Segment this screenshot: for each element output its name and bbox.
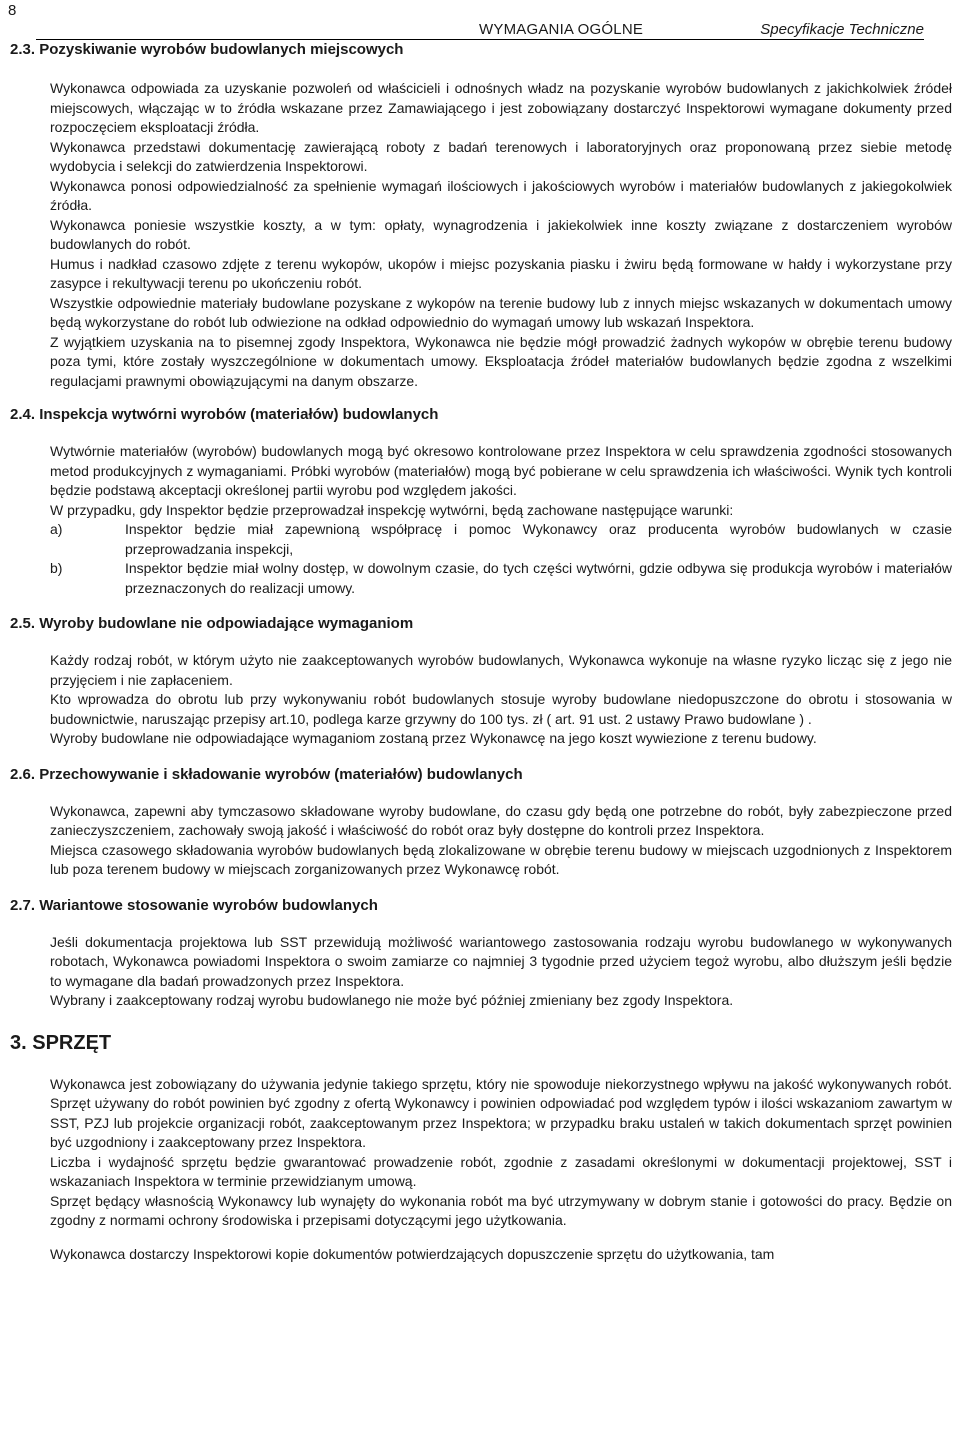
paragraph: Wytwórnie materiałów (wyrobów) budowlanych mogą być okresowo kontrolowane przez Inspektora w celu sprawdzenia zgodności stosowanych metod produkcyjnych z wymaganiami. Próbki wyrobów (materiałów) mogą być pobierane w celu sprawdzenia ich właściwości. Wynik tych kontroli będzie podstawą akceptacji określonej partii wyrobu pod względem jakości. <box>50 443 952 498</box>
section-number: 2.6. <box>10 765 36 783</box>
paragraph: Wykonawca dostarczy Inspektorowi kopie dokumentów potwierdzających dopuszczenie sprzętu do użytkowania, tam <box>50 1245 775 1262</box>
chapter-3-heading <box>10 1031 952 1055</box>
section-title: Pozyskiwanie wyrobów budowlanych miejscowych <box>39 41 404 58</box>
section-2-7-heading <box>10 896 952 915</box>
section-title: Przechowywanie i składowanie wyrobów (materiałów) budowlanych <box>39 765 523 783</box>
paragraph: Wykonawca jest zobowiązany do używania jedynie takiego sprzętu, który nie spowoduje niekorzystnego wpływu na jakość wykonywanych robót. Sprzęt używany do robót powinien być zgodny z ofertą Wykonawcy i powinien odpowiadać pod względem typów i ilości wskazaniom zawartym w SST, PZJ lub projekcie organizacji robót, zaakceptowanym przez Inspektora; w przypadku braku ustaleń w takich dokumentach sprzęt powinien być uzgodniony i zaakceptowany przez Inspektora. <box>50 1075 952 1150</box>
paragraph: Jeśli dokumentacja projektowa lub SST przewidują możliwość wariantowego zastosowania rodzaju wyrobu budowlanego w wykonywanych robotach, Wykonawca powiadomi Inspektora o swoim zamiarze co najmniej 3 tygodnie przed użyciem tegoż wyrobu, albo dłuższym jeśli będzie to wymagane dla badań prowadzonych przez Inspektora. <box>50 933 952 989</box>
section-title: Wariantowe stosowanie wyrobów budowlanych <box>39 896 378 914</box>
section-title: Wyroby budowlane nie odpowiadające wymaganiom <box>39 615 414 632</box>
chapter-3-body <box>50 1075 952 1265</box>
list-marker: b) <box>50 560 63 576</box>
document-body <box>10 40 952 1264</box>
paragraph: Kto wprowadza do obrotu lub przy wykonywaniu robót budowlanych stosuje wyroby budowlane niedopuszczone do obrotu i stosowania w budownictwie, naruszając przepisy art.10, podlega karze grzywny do 100 tys. zł ( art. 91 ust. 2 ustawy Prawo budowlane ) . <box>50 691 952 727</box>
paragraph: W przypadku, gdy Inspektor będzie przeprowadzał inspekcję wytwórni, będą zachowane następujące warunki: <box>50 501 734 518</box>
header-chapter-title: WYMAGANIA OGÓLNE <box>479 21 644 38</box>
section-2-3-heading <box>10 40 952 59</box>
paragraph: Każdy rodzaj robót, w którym użyto nie zaakceptowanych wyrobów budowlanych, Wykonawca wykonuje na własne ryzyko licząc się z jego nie przyjęciem i nie zapłaceniem. <box>50 652 952 688</box>
paragraph: Sprzęt będący własnością Wykonawcy lub wynajęty do wykonania robót ma być utrzymywany w dobrym stanie i gotowości do pracy. Będzie on zgodny z normami ochrony środowiska i przepisami dotyczącymi jego użytkowania. <box>50 1192 952 1228</box>
chapter-title: SPRZĘT <box>32 1031 112 1054</box>
section-2-5-body <box>50 651 952 749</box>
paragraph: Wybrany i zaakceptowany rodzaj wyrobu budowlanego nie może być później zmieniany bez zgody Inspektora. <box>50 992 734 1008</box>
section-title: Inspekcja wytwórni wyrobów (materiałów) budowlanych <box>39 406 439 423</box>
paragraph: Wykonawca odpowiada za uzyskanie pozwoleń od właścicieli i odnośnych władz na pozyskanie wyrobów budowlanych z jakichkolwiek źródeł miejscowych, włączając w to źródła wskazane przez Zamawiającego i jest zobowiązany dostarczyć Inspektorowi wymagane dokumenty przed rozpoczęciem eksploatacji źródła. <box>50 80 952 135</box>
section-2-4-heading <box>10 405 952 424</box>
paragraph: Miejsca czasowego składowania wyrobów budowlanych będą zlokalizowane w obrębie terenu budowy w miejscach uzgodnionych z Inspektorem lub poza terenem budowy w miejscach zorganizowanych przez Wykonawcę robót. <box>50 841 952 877</box>
list-item-text: Inspektor będzie miał zapewnioną współpracę i pomoc Wykonawcy oraz producenta wyrobów budowlanych w czasie przeprowadzania inspekcji, <box>125 521 952 557</box>
inspection-conditions-list <box>50 520 952 598</box>
chapter-number: 3. <box>10 1031 27 1054</box>
section-2-6-body <box>50 802 952 880</box>
paragraph: Wszystkie odpowiednie materiały budowlane pozyskane z wykopów na terenie budowy lub z innych miejsc wskazanych w dokumentach umowy będą wykorzystane do robót lub odwiezione na odkład odpowiednio do wymagań umowy lub wskazań Inspektora. <box>50 294 952 330</box>
section-2-7-body <box>50 933 952 1011</box>
paragraph: Liczba i wydajność sprzętu będzie gwarantować prowadzenie robót, zgodnie z zasadami określonymi w dokumentacji projektowej, SST i wskazaniach Inspektora w terminie przewidzianym umową. <box>50 1153 952 1189</box>
section-number: 2.3. <box>10 41 36 58</box>
section-number: 2.4. <box>10 406 36 423</box>
header-document-title: Specyfikacje Techniczne <box>760 21 924 38</box>
running-header <box>36 18 924 40</box>
section-2-5-heading <box>10 614 952 633</box>
page-number: 8 <box>8 2 17 19</box>
section-2-4-body <box>50 442 952 598</box>
paragraph: Wykonawca poniesie wszystkie koszty, a w tym: opłaty, wynagrodzenia i jakiekolwiek inne koszty związane z dostarczeniem wyrobów budowlanych do robót. <box>50 216 952 252</box>
list-item-text: Inspektor będzie miał wolny dostęp, w dowolnym czasie, do tych części wytwórni, gdzie odbywa się produkcja wyrobów i materiałów przeznaczonych do realizacji umowy. <box>125 560 952 596</box>
section-2-3-body <box>50 79 952 391</box>
list-marker: a) <box>50 521 63 537</box>
list-item <box>50 559 952 598</box>
paragraph: Wykonawca ponosi odpowiedzialność za spełnienie wymagań ilościowych i jakościowych wyrobów i materiałów budowlanych z jakiegokolwiek źródła. <box>50 177 952 213</box>
section-2-6-heading <box>10 765 952 784</box>
paragraph: Wyroby budowlane nie odpowiadające wymaganiom zostaną przez Wykonawcę na jego koszt wywiezione z terenu budowy. <box>50 730 817 746</box>
section-number: 2.7. <box>10 896 36 914</box>
paragraph: Humus i nadkład czasowo zdjęte z terenu wykopów, ukopów i miejsc pozyskania piasku i żwiru będą formowane w hałdy i wykorzystane przy zasypce i rekultywacji terenu po ukończeniu robót. <box>50 255 952 291</box>
section-number: 2.5. <box>10 615 36 632</box>
paragraph: Z wyjątkiem uzyskania na to pisemnej zgody Inspektora, Wykonawca nie będzie mógł prowadzić żadnych wykopów w obrębie terenu budowy poza tymi, które zostały wyszczególnione w dokumentach umowy. Eksploatacja źródeł materiałów budowlanych będzie zgodna z wszelkimi regulacjami prawnymi obowiązującymi na danym obszarze. <box>50 333 952 389</box>
paragraph: Wykonawca, zapewni aby tymczasowo składowane wyroby budowlane, do czasu gdy będą one potrzebne do robót, były zabezpieczone przed zanieczyszczeniem, zachowały swoją jakość i właściwość do robót oraz były dostępne do kontroli przez Inspektora. <box>50 802 952 838</box>
paragraph: Wykonawca przedstawi dokumentację zawierającą roboty z badań terenowych i laboratoryjnych oraz proponowaną przez siebie metodę wydobycia i selekcji do zatwierdzenia Inspektorowi. <box>50 138 952 174</box>
list-item <box>50 520 952 559</box>
